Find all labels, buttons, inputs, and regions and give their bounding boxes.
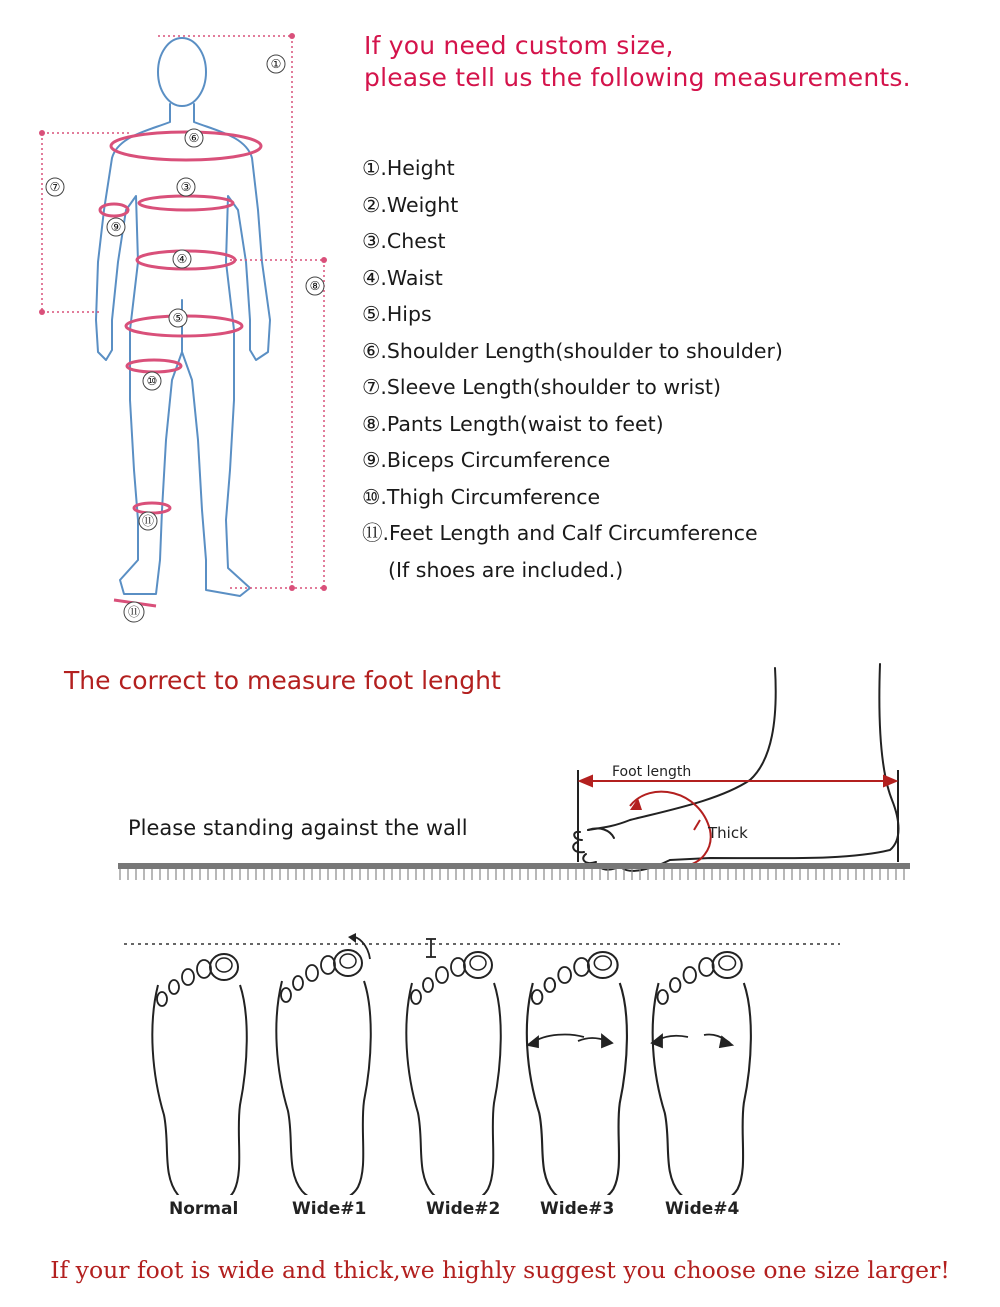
marker-text-1: ①	[270, 57, 282, 71]
footprint-wide-1	[276, 950, 520, 1195]
footprint-wide-3	[527, 952, 627, 1195]
marker-text-7: ⑦	[49, 180, 61, 194]
foot-label-wide-3: Wide#3	[540, 1199, 615, 1219]
custom-size-intro	[364, 30, 911, 94]
marker-text-9: ⑨	[110, 220, 122, 234]
list-item: ②.Weight	[362, 192, 459, 217]
leg-outline	[588, 668, 776, 830]
list-item: ④.Waist	[362, 265, 443, 290]
head-outline	[158, 38, 206, 106]
marker-text-3: ③	[180, 180, 192, 194]
intro-line-1: If you need custom size,	[364, 31, 674, 60]
body-measurement-figure	[0, 0, 350, 640]
shoes-note: (If shoes are included.)	[388, 557, 624, 582]
list-item: ③.Chest	[362, 229, 446, 253]
floor-hatch	[120, 869, 904, 880]
footprint-wide-2	[406, 952, 500, 1195]
list-item: ⑧.Pants Length(waist to feet)	[362, 411, 664, 436]
marker-text-6: ⑥	[188, 131, 200, 145]
foot-measure-title: The correct to measure foot lenght	[64, 666, 501, 695]
thick-label: Thick	[708, 824, 748, 842]
foot-label-wide-4: Wide#4	[665, 1199, 740, 1219]
marker-text-4: ④	[176, 252, 188, 266]
measurement-list	[362, 150, 783, 588]
wall-instruction: Please standing against the wall	[128, 816, 468, 840]
foot-label-wide-2: Wide#2	[426, 1199, 501, 1219]
marker-text-10: ⑩	[146, 374, 158, 388]
thigh-ring	[127, 360, 181, 372]
list-item: ⑤.Hips	[362, 302, 432, 326]
foot-label-normal: Normal	[169, 1199, 239, 1219]
calf-ring	[134, 503, 170, 513]
list-item: ⑩.Thigh Circumference	[362, 484, 601, 509]
marker-text-5: ⑤	[172, 311, 184, 325]
marker-text-11a: ⑪	[141, 514, 155, 528]
footprint-normal	[152, 954, 246, 1195]
list-item: ⑥.Shoulder Length(shoulder to shoulder)	[362, 338, 783, 363]
footprint-wide-4	[653, 952, 751, 1195]
list-item: ①.Height	[362, 156, 455, 180]
list-item: ⑪.Feet Length and Calf Circumference	[362, 521, 758, 545]
foot-types-diagram	[100, 925, 860, 1195]
marker-text-8: ⑧	[309, 279, 321, 293]
intro-line-2: please tell us the following measurements.	[364, 63, 911, 92]
marker-text-11b: ⑪	[127, 605, 141, 619]
list-item: ⑦.Sleeve Length(shoulder to wrist)	[362, 375, 721, 399]
side-foot-diagram	[110, 660, 920, 890]
foot-length-label: Foot length	[612, 764, 692, 780]
foot-label-wide-1: Wide#1	[292, 1199, 367, 1219]
chest-ring	[139, 196, 233, 210]
list-item: ⑨.Biceps Circumference	[362, 448, 611, 472]
size-warning: If your foot is wide and thick,we highly suggest you choose one size larger!	[50, 1256, 950, 1284]
